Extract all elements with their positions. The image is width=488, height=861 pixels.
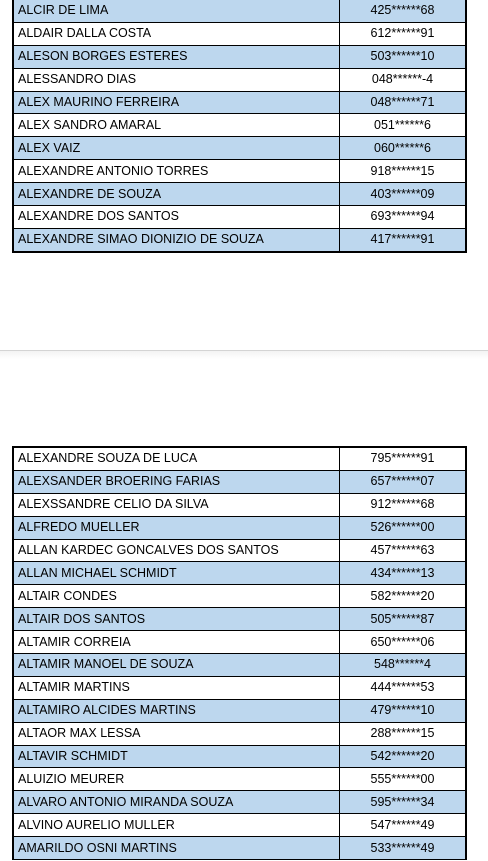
masked-id-cell: 650******06 [340,631,467,654]
masked-id-cell: 547******49 [340,814,467,837]
person-name-cell: ALEXSSANDRE CELIO DA SILVA [13,493,340,516]
page-break [0,350,488,359]
person-name-cell: ALESON BORGES ESTERES [13,45,340,68]
person-name-cell: ALTAMIR CORREIA [13,631,340,654]
masked-id-cell: 434******13 [340,562,467,585]
table-row [13,585,466,608]
masked-id-cell: 457******63 [340,539,467,562]
table-row [13,493,466,516]
table-row [13,137,466,160]
person-name-cell: ALTAIR DOS SANTOS [13,608,340,631]
person-name-cell: ALTAOR MAX LESSA [13,722,340,745]
table-row [13,745,466,768]
names-table-page-1 [12,0,467,253]
table-row [13,814,466,837]
masked-id-cell: 048******71 [340,91,467,114]
masked-id-cell: 417******91 [340,228,467,251]
person-name-cell: ALEX SANDRO AMARAL [13,114,340,137]
table-row [13,722,466,745]
person-name-cell: ALVARO ANTONIO MIRANDA SOUZA [13,791,340,814]
person-name-cell: ALEX MAURINO FERREIRA [13,91,340,114]
names-table-page-1-body [13,0,466,252]
masked-id-cell: 542******20 [340,745,467,768]
masked-id-cell: 503******10 [340,45,467,68]
person-name-cell: ALESSANDRO DIAS [13,68,340,91]
masked-id-cell: 918******15 [340,160,467,183]
person-name-cell: ALUIZIO MEURER [13,768,340,791]
masked-id-cell: 582******20 [340,585,467,608]
person-name-cell: ALDAIR DALLA COSTA [13,22,340,45]
masked-id-cell: 288******15 [340,722,467,745]
person-name-cell: ALEXANDRE ANTONIO TORRES [13,160,340,183]
masked-id-cell: 612******91 [340,22,467,45]
masked-id-cell: 795******91 [340,447,467,470]
table-row [13,45,466,68]
person-name-cell: ALTAMIR MARTINS [13,676,340,699]
person-name-cell: ALEXANDRE DE SOUZA [13,183,340,206]
masked-id-cell: 505******87 [340,608,467,631]
person-name-cell: ALEXANDRE DOS SANTOS [13,206,340,229]
table-row [13,539,466,562]
table-row [13,516,466,539]
table-row [13,768,466,791]
table-row [13,608,466,631]
names-table-page-2 [12,446,467,860]
person-name-cell: ALLAN KARDEC GONCALVES DOS SANTOS [13,539,340,562]
masked-id-cell: 060******6 [340,137,467,160]
table-row [13,699,466,722]
table-row [13,0,466,22]
masked-id-cell: 479******10 [340,699,467,722]
table-row [13,206,466,229]
table-row [13,183,466,206]
table-row [13,837,466,860]
table-row [13,114,466,137]
person-name-cell: ALEXANDRE SIMAO DIONIZIO DE SOUZA [13,228,340,251]
masked-id-cell: 403******09 [340,183,467,206]
names-table-page-2-body [13,447,466,860]
table-row [13,228,466,251]
masked-id-cell: 555******00 [340,768,467,791]
person-name-cell: ALTAMIRO ALCIDES MARTINS [13,699,340,722]
masked-id-cell: 548******4 [340,654,467,677]
person-name-cell: ALCIR DE LIMA [13,0,340,22]
person-name-cell: ALLAN MICHAEL SCHMIDT [13,562,340,585]
person-name-cell: ALEXANDRE SOUZA DE LUCA [13,447,340,470]
table-row [13,160,466,183]
person-name-cell: ALTAMIR MANOEL DE SOUZA [13,654,340,677]
masked-id-cell: 657******07 [340,470,467,493]
table-row [13,654,466,677]
person-name-cell: ALEXSANDER BROERING FARIAS [13,470,340,493]
table-row [13,470,466,493]
table-row [13,791,466,814]
masked-id-cell: 425******68 [340,0,467,22]
table-row [13,68,466,91]
masked-id-cell: 051******6 [340,114,467,137]
masked-id-cell: 595******34 [340,791,467,814]
person-name-cell: ALTAIR CONDES [13,585,340,608]
table-row [13,562,466,585]
masked-id-cell: 048******-4 [340,68,467,91]
masked-id-cell: 533******49 [340,837,467,860]
table-row [13,676,466,699]
person-name-cell: ALFREDO MUELLER [13,516,340,539]
table-row [13,631,466,654]
masked-id-cell: 912******68 [340,493,467,516]
table-row [13,91,466,114]
person-name-cell: ALEX VAIZ [13,137,340,160]
masked-id-cell: 526******00 [340,516,467,539]
person-name-cell: AMARILDO OSNI MARTINS [13,837,340,860]
table-row [13,22,466,45]
person-name-cell: ALTAVIR SCHMIDT [13,745,340,768]
masked-id-cell: 693******94 [340,206,467,229]
table-row [13,447,466,470]
masked-id-cell: 444******53 [340,676,467,699]
person-name-cell: ALVINO AURELIO MULLER [13,814,340,837]
